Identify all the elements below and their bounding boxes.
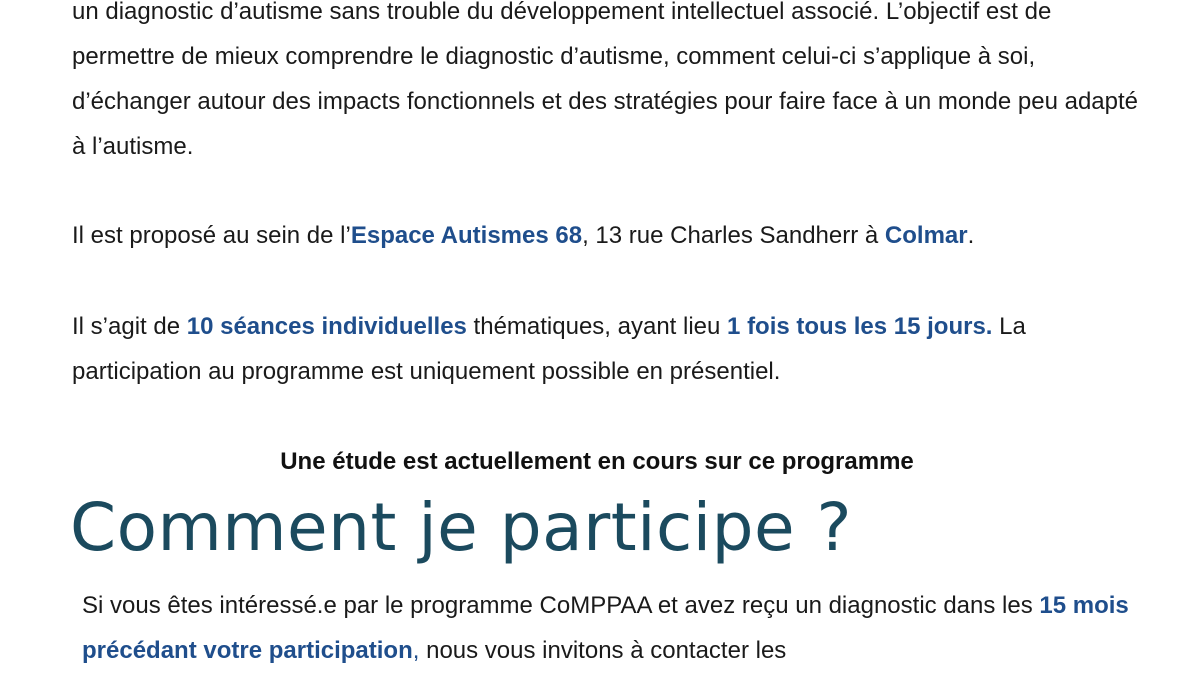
intro-text: est de permettre de mieux comprendre le diagnostic d’autisme, comment celui-ci s’applique à soi, d’échanger autour des impacts fonctionnels et des stratégies pour faire face à un monde peu adapté à l’autisme. — [72, 0, 1139, 160]
sessions-middle: thématiques, ayant lieu — [466, 313, 728, 340]
study-notice: Une étude est actuellement en cours sur ce programme — [280, 448, 914, 475]
location-place: Espace Autismes 68 — [350, 222, 583, 249]
location-middle: , 13 rue Charles Sandherr à — [582, 222, 885, 249]
location-prefix: Il est proposé au sein de l’ — [72, 222, 351, 249]
location-suffix: . — [967, 222, 975, 249]
section-title: Comment je participe ? — [70, 489, 853, 566]
sessions-paragraph — [72, 304, 1142, 394]
location-city: Colmar — [884, 222, 968, 249]
location-paragraph — [72, 213, 1142, 258]
sessions-prefix: Il s’agit de — [72, 313, 187, 340]
sessions-frequency: 1 fois tous les 15 jours. — [727, 313, 993, 340]
sessions-suffix: La participation au programme est uniquement possible en présentiel. — [72, 313, 1026, 385]
participation-comma: , — [412, 637, 420, 664]
intro-line-1: un diagnostic d’autisme sans trouble du développement intellectuel associé. L’objectif — [72, 0, 980, 25]
participation-paragraph — [82, 583, 1142, 673]
sessions-count: 10 séances individuelles — [186, 313, 467, 340]
participation-suffix: nous vous invitons à contacter les — [419, 637, 787, 664]
participation-prefix: Si vous êtes intéressé.e par le programme CoMPPAA et avez reçu un diagnostic dans les — [82, 592, 1040, 619]
intro-paragraph — [72, 0, 1142, 169]
participation-period: 15 mois précédant votre participation — [82, 592, 1129, 664]
